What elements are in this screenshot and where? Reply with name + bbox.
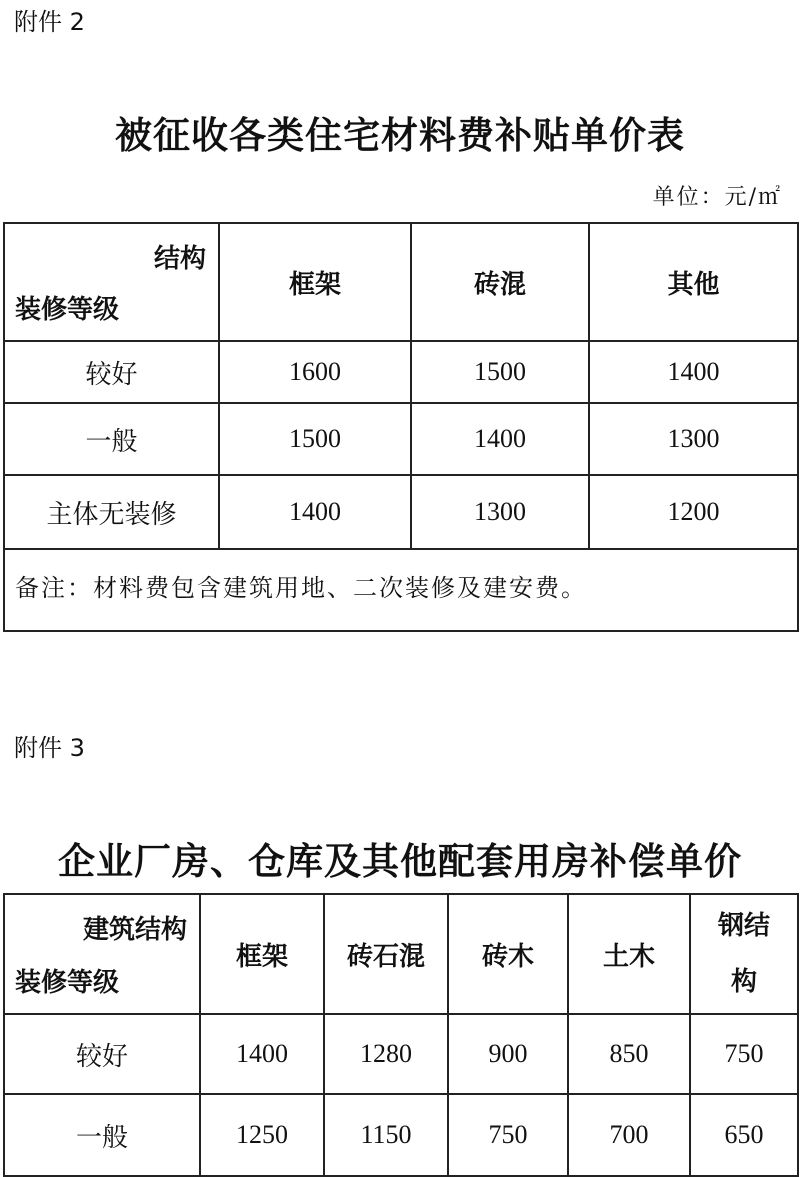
price-cell: 850: [568, 1014, 690, 1094]
table-note: 备注：材料费包含建筑用地、二次装修及建安费。: [4, 549, 798, 631]
price-cell: 1250: [200, 1094, 324, 1176]
table-2-title: 企业厂房、仓库及其他配套用房补偿单价: [58, 840, 742, 883]
row-label: 一般: [4, 1094, 200, 1176]
header-brick-concrete: 砖混: [411, 223, 589, 341]
header-frame: 框架: [200, 894, 324, 1014]
housing-material-subsidy-table: [3, 222, 799, 632]
header-steel-line-1: 钢结: [717, 911, 770, 941]
price-cell: 1400: [411, 403, 589, 475]
header-building-structure-label: 建筑结构: [82, 915, 187, 945]
attachment-3-label: 附件 3: [14, 734, 85, 762]
row-label: 主体无装修: [4, 475, 219, 549]
header-other: 其他: [589, 223, 798, 341]
price-cell: 1200: [589, 475, 798, 549]
price-cell: 1300: [589, 403, 798, 475]
price-cell: 1400: [589, 341, 798, 403]
price-cell: 1600: [219, 341, 411, 403]
header-corner-cell: [4, 894, 200, 1014]
price-cell: 1150: [324, 1094, 448, 1176]
header-structure-label: 结构: [153, 244, 206, 274]
header-corner-cell: [4, 223, 219, 341]
header-brick-wood: 砖木: [448, 894, 568, 1014]
header-grade-label: 装修等级: [15, 295, 120, 325]
price-cell: 1400: [219, 475, 411, 549]
header-steel-line-2: 构: [730, 967, 757, 997]
table-row: [4, 341, 798, 403]
header-steel-structure: [690, 894, 798, 1014]
unit-label: 单位：元/㎡: [652, 185, 782, 210]
row-label: 一般: [4, 403, 219, 475]
table-1-title: 被征收各类住宅材料费补贴单价表: [115, 114, 685, 157]
table-row: [4, 403, 798, 475]
table-row: [4, 1094, 798, 1176]
price-cell: 1300: [411, 475, 589, 549]
price-cell: 750: [448, 1094, 568, 1176]
header-frame: 框架: [219, 223, 411, 341]
price-cell: 1500: [219, 403, 411, 475]
price-cell: 750: [690, 1014, 798, 1094]
header-earth-wood: 土木: [568, 894, 690, 1014]
table-row: [4, 475, 798, 549]
header-grade-label: 装修等级: [15, 968, 120, 998]
table-row: [4, 1014, 798, 1094]
table-note-row: [4, 549, 798, 631]
price-cell: 1280: [324, 1014, 448, 1094]
attachment-2-label: 附件 2: [14, 8, 85, 36]
price-cell: 1400: [200, 1014, 324, 1094]
price-cell: 700: [568, 1094, 690, 1176]
table-header-row: [4, 894, 798, 1014]
row-label: 较好: [4, 1014, 200, 1094]
table-header-row: [4, 223, 798, 341]
factory-warehouse-compensation-table: [3, 893, 799, 1177]
price-cell: 1500: [411, 341, 589, 403]
price-cell: 900: [448, 1014, 568, 1094]
header-brick-stone-concrete: 砖石混: [324, 894, 448, 1014]
price-cell: 650: [690, 1094, 798, 1176]
row-label: 较好: [4, 341, 219, 403]
